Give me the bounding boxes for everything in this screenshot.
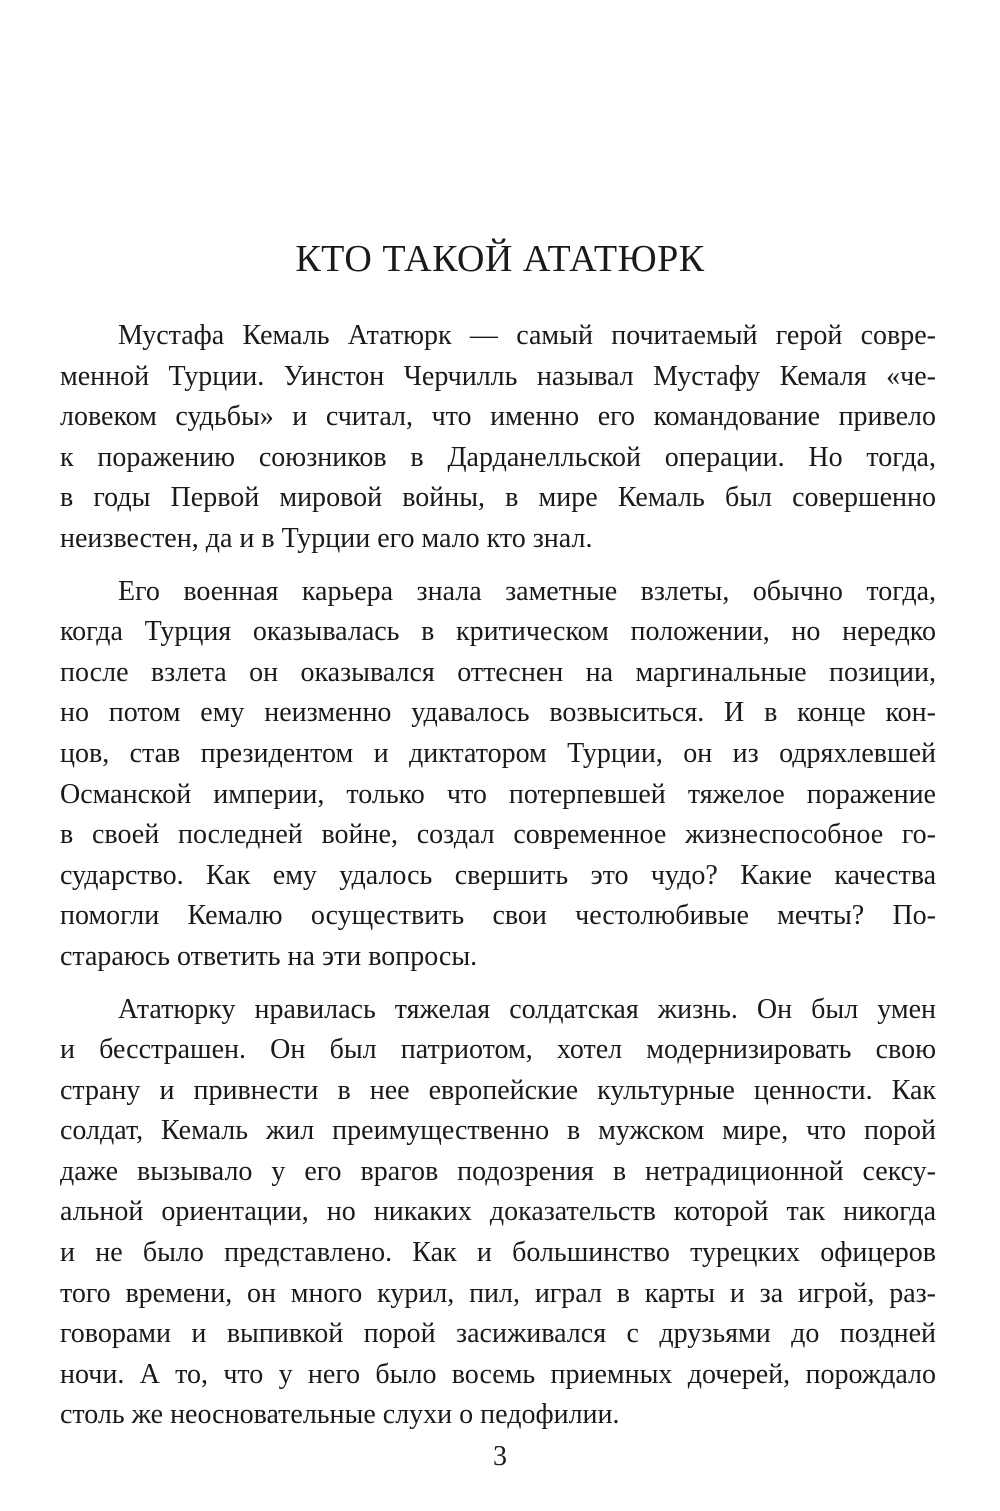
text-line: солдат, Кемаль жил преимущественно в мужском мире, что порой [60, 1115, 936, 1147]
text-line: и бесстрашен. Он был патриотом, хотел модернизировать свою [60, 1034, 936, 1066]
text-line: менной Турции. Уинстон Черчилль называл Мустафу Кемаля «че- [60, 360, 936, 392]
page-number: 3 [493, 1441, 507, 1472]
text-line: Мустафа Кемаль Ататюрк — самый почитаемый герой совре- [118, 320, 936, 351]
text-line: альной ориентации, но никаких доказательств которой так никогда [60, 1196, 936, 1228]
text-line: к поражению союзников в Дарданелльской операции. Но тогда, [60, 441, 936, 473]
text-line: страну и привнести в нее европейские культурные ценности. Как [60, 1074, 936, 1106]
text-line: ловеком судьбы» и считал, что именно его командование привело [60, 401, 936, 433]
text-line: столь же неосновательные слухи о педофилии. [60, 1399, 620, 1431]
text-line: но потом ему неизменно удавалось возвыситься. И в конце кон- [60, 697, 936, 729]
text-line: сударство. Как ему удалось свершить это чудо? Какие качества [60, 859, 936, 891]
text-line: того времени, он много курил, пил, играл в карты и за игрой, раз- [60, 1277, 936, 1309]
paragraph-2 [60, 572, 936, 978]
text-line: когда Турция оказывалась в критическом положении, но нередко [60, 616, 936, 648]
body-text [60, 316, 936, 1436]
text-line: Ататюрку нравилась тяжелая солдатская жизнь. Он был умен [118, 993, 936, 1025]
text-line: стараюсь ответить на эти вопросы. [60, 940, 478, 972]
text-line: ночи. А то, что у него было восемь приемных дочерей, порождало [60, 1358, 936, 1390]
text-line: в своей последней войне, создал современное жизнеспособное го- [60, 819, 936, 851]
text-line: в годы Первой мировой войны, в мире Кемаль был совершенно [60, 482, 936, 514]
text-line: Османской империи, только что потерпевшей тяжелое поражение [60, 778, 936, 810]
text-line: Его военная карьера знала заметные взлеты, обычно тогда, [118, 575, 936, 607]
text-line: цов, став президентом и диктатором Турции, он из одряхлевшей [60, 737, 936, 769]
paragraph-1 [60, 316, 936, 560]
text-line: и не было представлено. Как и большинство турецких офицеров [60, 1237, 936, 1269]
text-line: даже вызывало у его врагов подозрения в нетрадиционной сексу- [60, 1155, 936, 1187]
text-line: после взлета он оказывался оттеснен на маргинальные позиции, [60, 656, 936, 688]
text-line: неизвестен, да и в Турции его мало кто знал. [60, 522, 593, 554]
text-line: помогли Кемалю осуществить свои честолюбивые мечты? По- [60, 900, 936, 932]
paragraph-3 [60, 990, 936, 1437]
chapter-title: КТО ТАКОЙ АТАТЮРК [295, 238, 705, 280]
text-line: говорами и выпивкой порой засиживался с друзьями до поздней [60, 1318, 936, 1350]
